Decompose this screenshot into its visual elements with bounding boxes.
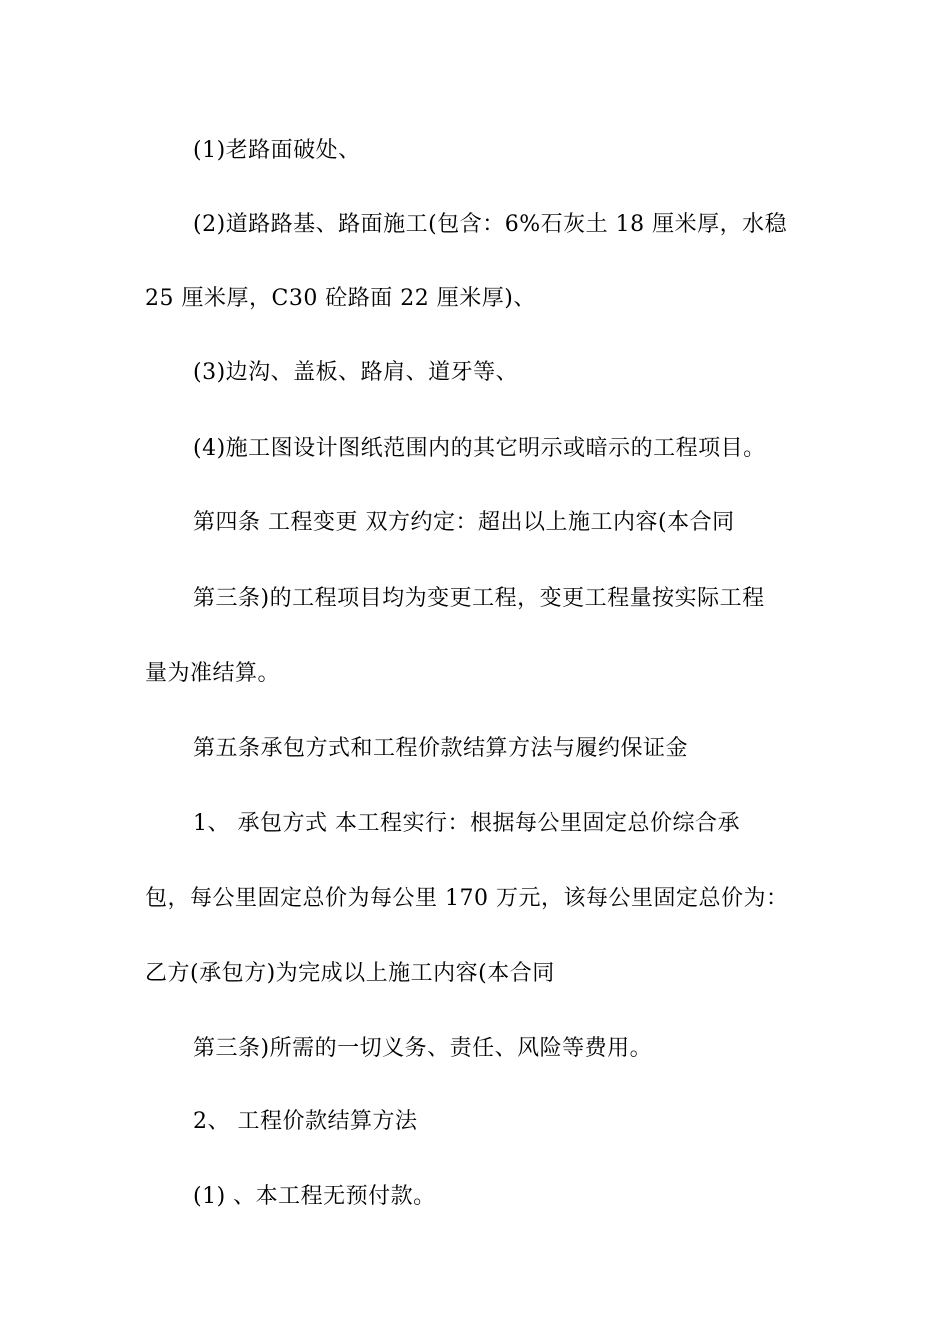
text-line: 包，每公里固定总价为每公里 170 万元，该每公里固定总价为： bbox=[145, 886, 789, 911]
section-heading: 第五条承包方式和工程价款结算方法与履约保证金 bbox=[193, 736, 689, 761]
text-line: 乙方(承包方)为完成以上施工内容(本合同 bbox=[145, 961, 555, 986]
text-line: 第三条)的工程项目均为变更工程，变更工程量按实际工程 bbox=[193, 586, 765, 611]
text-line: (1)老路面破处、 bbox=[193, 138, 361, 163]
text-line: 第三条)所需的一切义务、责任、风险等费用。 bbox=[193, 1036, 653, 1061]
text-line: (4)施工图设计图纸范围内的其它明示或暗示的工程项目。 bbox=[193, 436, 766, 461]
text-line: (2)道路路基、路面施工(包含：6%石灰土 18 厘米厚，水稳 bbox=[193, 212, 788, 237]
text-line: (3)边沟、盖板、路肩、道牙等、 bbox=[193, 360, 519, 385]
text-line: 1、 承包方式 本工程实行：根据每公里固定总价综合承 bbox=[193, 811, 740, 836]
text-line: 第四条 工程变更 双方约定：超出以上施工内容(本合同 bbox=[193, 510, 735, 535]
text-line: 25 厘米厚，C30 砼路面 22 厘米厚)、 bbox=[145, 286, 536, 311]
text-line: 量为准结算。 bbox=[145, 661, 281, 686]
text-line: 2、 工程价款结算方法 bbox=[193, 1109, 418, 1134]
text-line: (1) 、本工程无预付款。 bbox=[193, 1184, 436, 1209]
